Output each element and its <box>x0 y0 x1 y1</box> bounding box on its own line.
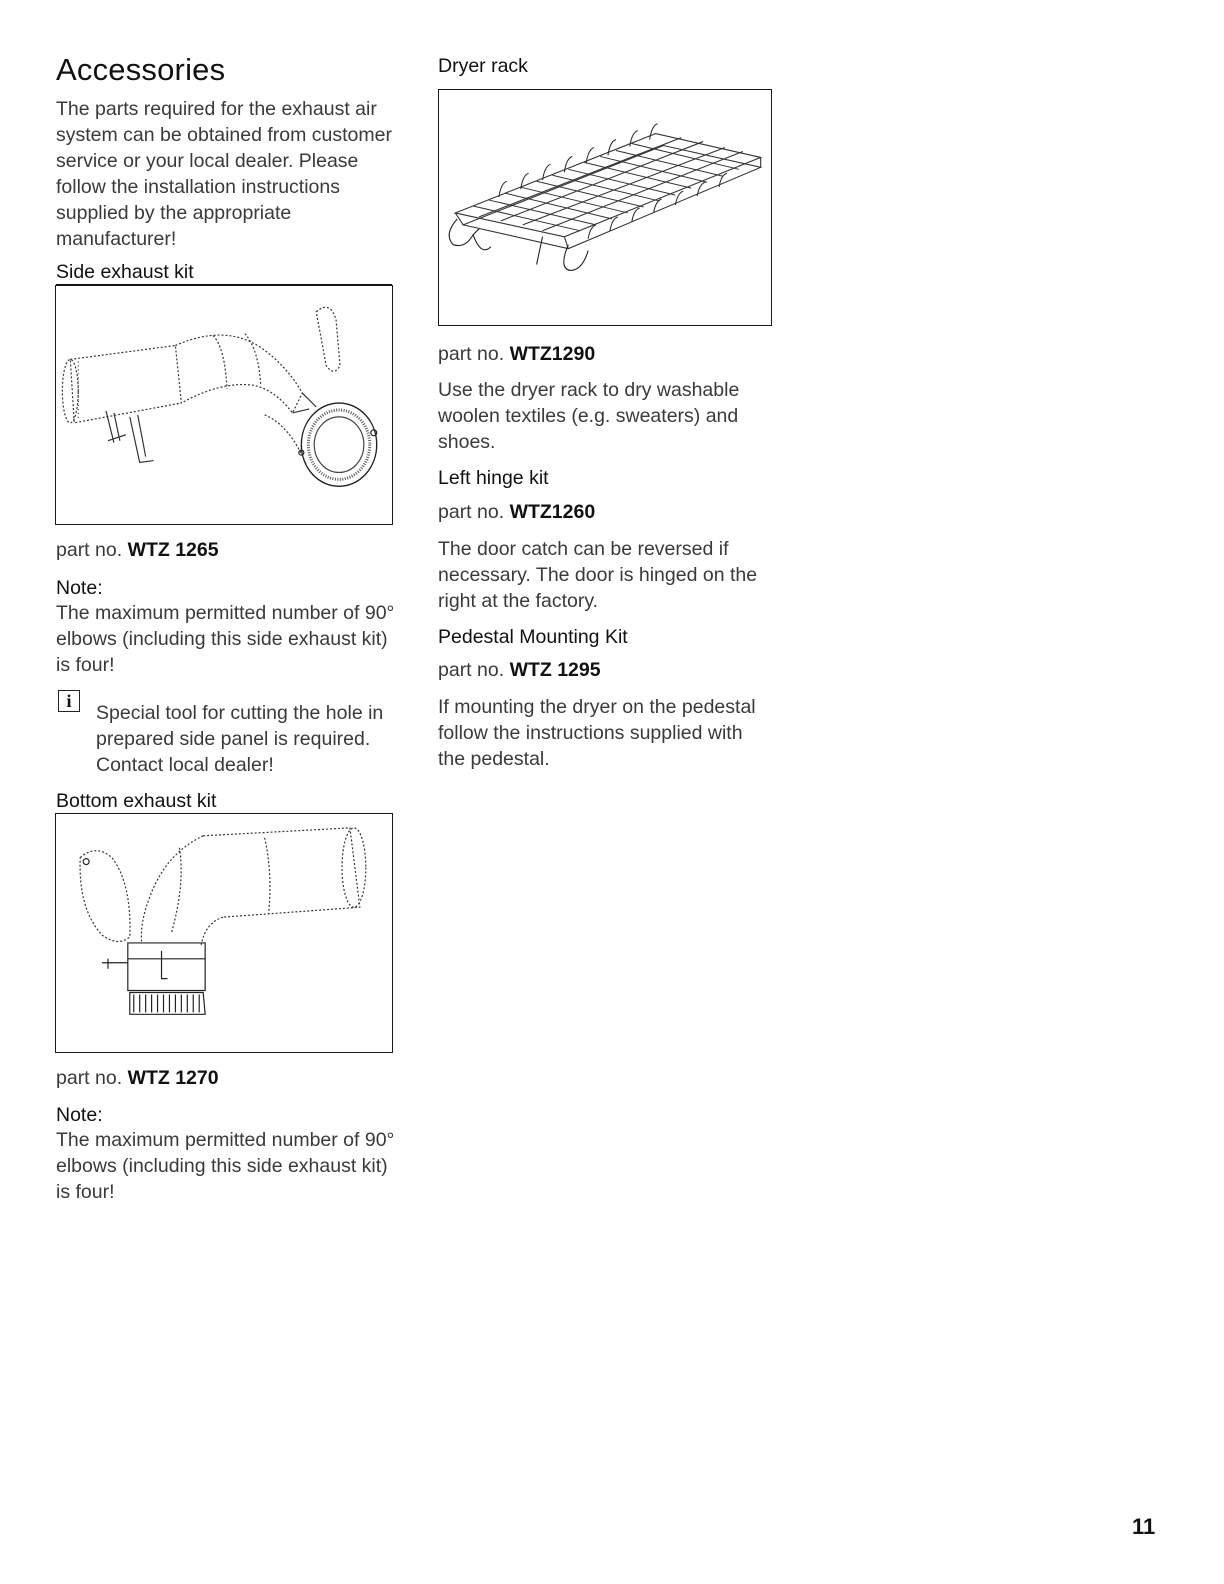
part-prefix: part no. <box>438 659 505 681</box>
dryer-rack-text: Use the dryer rack to dry washable woolen textiles (e.g. sweaters) and shoes. <box>438 379 740 453</box>
pedestal-text: If mounting the dryer on the pedestal follow the instructions supplied with the pedestal. <box>438 696 756 770</box>
side-exhaust-kit-illustration <box>55 285 393 525</box>
note-text: The maximum permitted number of 90° elbows (including this side exhaust kit) is four! <box>56 1129 395 1203</box>
part-prefix: part no. <box>438 343 505 365</box>
note-heading: Note: <box>56 1104 103 1126</box>
part-prefix: part no. <box>438 501 505 523</box>
part-number: WTZ 1270 <box>127 1067 219 1089</box>
bottom-exhaust-heading: Bottom exhaust kit <box>56 789 392 814</box>
part-prefix: part no. <box>56 1067 123 1089</box>
side-exhaust-heading: Side exhaust kit <box>56 260 392 285</box>
side-exhaust-part-number-line <box>56 538 219 562</box>
page-title: Accessories <box>56 52 226 87</box>
intro-text: The parts required for the exhaust air system can be obtained from customer service or your local dealer. Please follow the installation instructions supplied by the appropriate manufacturer! <box>56 98 392 250</box>
part-number: WTZ1260 <box>509 501 596 523</box>
left-hinge-part-number-line <box>438 500 595 524</box>
dryer-rack-illustration <box>438 89 772 326</box>
dryer-rack-part-number-line <box>438 342 595 366</box>
info-text: Special tool for cutting the hole in prepared side panel is required. Contact local dealer! <box>96 702 384 776</box>
note-text: The maximum permitted number of 90° elbows (including this side exhaust kit) is four! <box>56 602 395 676</box>
dryer-rack-heading: Dryer rack <box>438 55 528 77</box>
info-icon: i <box>58 690 80 712</box>
part-number: WTZ 1265 <box>127 539 219 561</box>
bottom-exhaust-kit-illustration <box>55 813 393 1053</box>
part-number: WTZ1290 <box>509 343 596 365</box>
left-hinge-text: The door catch can be reversed if necessary. The door is hinged on the right at the factory. <box>438 538 758 612</box>
page-number: 11 <box>1132 1514 1156 1539</box>
note-heading: Note: <box>56 577 103 599</box>
left-hinge-heading: Left hinge kit <box>438 467 549 489</box>
bottom-exhaust-part-number-line <box>56 1066 219 1090</box>
pedestal-part-number-line <box>438 658 601 682</box>
part-number: WTZ 1295 <box>509 659 601 681</box>
pedestal-heading: Pedestal Mounting Kit <box>438 626 628 648</box>
part-prefix: part no. <box>56 539 123 561</box>
